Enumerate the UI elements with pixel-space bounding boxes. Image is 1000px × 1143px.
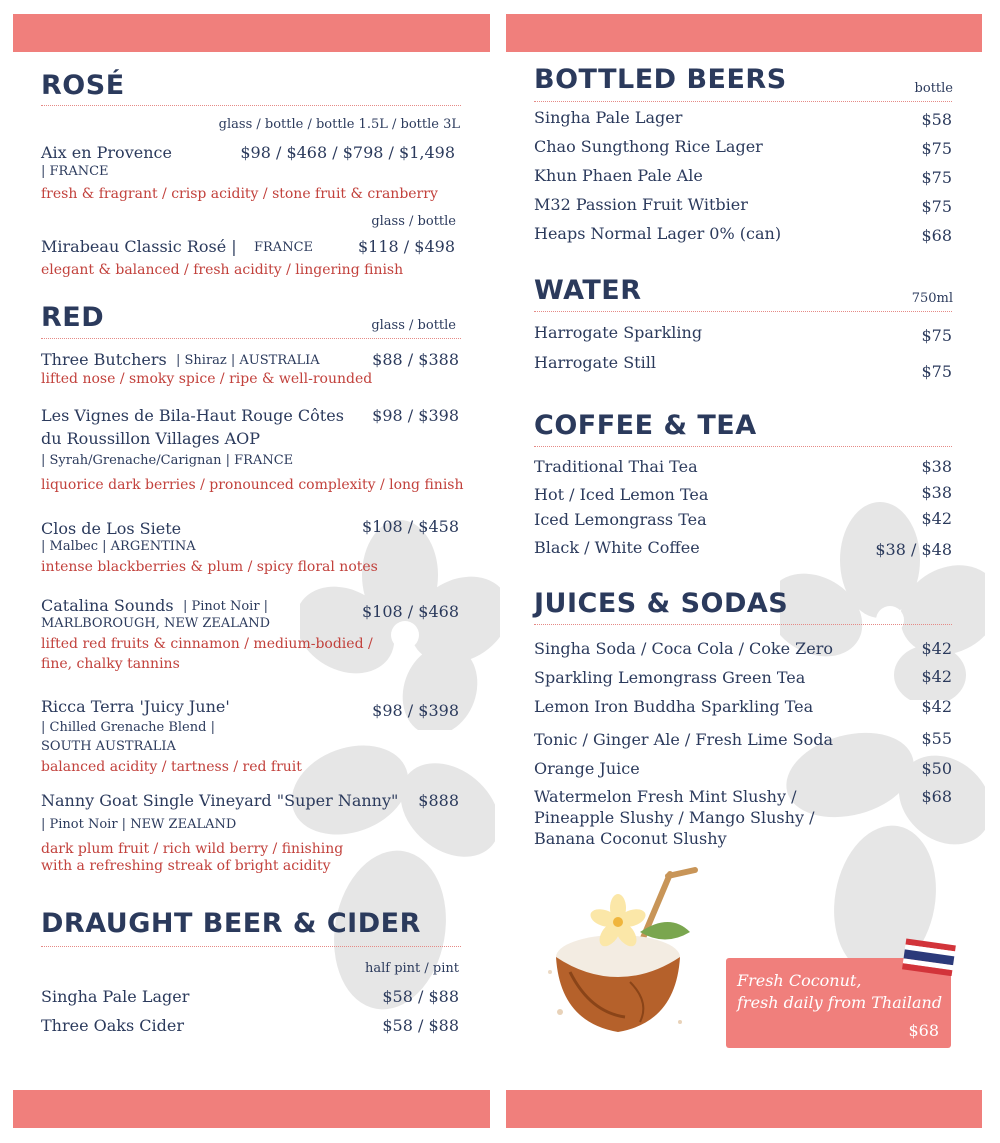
menu-item-price: $38 bbox=[921, 483, 952, 502]
menu-item-name: Heaps Normal Lager 0% (can) bbox=[534, 224, 782, 243]
menu-item-price: $68 bbox=[921, 226, 952, 245]
menu-item-name: Chao Sungthong Rice Lager bbox=[534, 137, 763, 156]
bottom-bar-left bbox=[13, 1090, 490, 1128]
price-unit-header: glass / bottle bbox=[371, 318, 456, 333]
tasting-notes: balanced acidity / tartness / red fruit bbox=[41, 759, 302, 775]
menu-item-name: Singha Soda / Coca Cola / Coke Zero bbox=[534, 639, 834, 658]
menu-item-name: Mirabeau Classic Rosé | bbox=[41, 237, 237, 256]
menu-item-name: Orange Juice bbox=[534, 759, 640, 778]
frangipani-flower-icon bbox=[280, 730, 495, 1020]
menu-item-price: $98 / $398 bbox=[372, 406, 459, 425]
menu-item-origin: FRANCE bbox=[254, 240, 314, 255]
menu-item-name: Lemon Iron Buddha Sparkling Tea bbox=[534, 697, 814, 716]
section-title-juices-sodas: JUICES & SODAS bbox=[534, 588, 789, 619]
menu-item-price: $108 / $458 bbox=[362, 517, 459, 536]
menu-item-price: $88 / $388 bbox=[372, 350, 459, 369]
menu-item-name: du Roussillon Villages AOP bbox=[41, 429, 261, 448]
menu-item-price: $98 / $398 bbox=[372, 701, 459, 720]
menu-item-price: $50 bbox=[921, 759, 952, 778]
tasting-notes: fresh & fragrant / crisp acidity / stone fruit & cranberry bbox=[41, 186, 438, 202]
menu-item-name: Hot / Iced Lemon Tea bbox=[534, 485, 709, 504]
section-title-water: WATER bbox=[534, 275, 642, 306]
menu-item-name: M32 Passion Fruit Witbier bbox=[534, 195, 748, 214]
menu-item-name: Catalina Sounds bbox=[41, 596, 174, 615]
menu-item-detail: | Malbec | ARGENTINA bbox=[41, 539, 196, 554]
menu-item-name: Khun Phaen Pale Ale bbox=[534, 166, 703, 185]
menu-item-price: $55 bbox=[921, 729, 952, 748]
menu-item-name: Three Butchers bbox=[41, 350, 167, 369]
menu-item-detail: | Syrah/Grenache/Carignan | FRANCE bbox=[41, 453, 294, 468]
menu-item-name: Tonic / Ginger Ale / Fresh Lime Soda bbox=[534, 730, 834, 749]
menu-item-detail: MARLBOROUGH, NEW ZEALAND bbox=[41, 616, 271, 631]
menu-item-price: $118 / $498 bbox=[358, 237, 455, 256]
menu-item-detail: | Shiraz | AUSTRALIA bbox=[176, 353, 320, 368]
menu-item-price: $38 / $48 bbox=[875, 540, 952, 559]
promo-price: $68 bbox=[908, 1021, 939, 1040]
section-divider bbox=[534, 311, 952, 312]
promo-line-1: Fresh Coconut, bbox=[737, 971, 862, 990]
top-bar-left bbox=[13, 14, 490, 52]
tasting-notes: lifted nose / smoky spice / ripe & well-rounded bbox=[41, 371, 373, 387]
menu-item-price: $108 / $468 bbox=[362, 602, 459, 621]
tasting-notes: elegant & balanced / fresh acidity / lingering finish bbox=[41, 262, 404, 278]
menu-item-price: $888 bbox=[418, 791, 459, 810]
menu-item-price: $58 bbox=[921, 110, 952, 129]
tasting-notes: intense blackberries & plum / spicy floral notes bbox=[41, 559, 378, 575]
menu-item-name: Three Oaks Cider bbox=[41, 1016, 185, 1035]
menu-item-name: Singha Pale Lager bbox=[534, 108, 683, 127]
menu-item-detail: | Pinot Noir | bbox=[183, 599, 269, 614]
menu-item-detail: | Chilled Grenache Blend | bbox=[41, 720, 215, 735]
section-title-coffee-tea: COFFEE & TEA bbox=[534, 410, 757, 441]
menu-item-name: Aix en Provence bbox=[41, 143, 172, 162]
tasting-notes: dark plum fruit / rich wild berry / finishing bbox=[41, 841, 344, 857]
menu-item-name: Iced Lemongrass Tea bbox=[534, 510, 707, 529]
menu-item-name: Pineapple Slushy / Mango Slushy / bbox=[534, 808, 815, 827]
top-bar-right bbox=[506, 14, 982, 52]
menu-item-detail: SOUTH AUSTRALIA bbox=[41, 739, 176, 754]
menu-item-name: Banana Coconut Slushy bbox=[534, 829, 727, 848]
menu-item-name: Clos de Los Siete bbox=[41, 519, 182, 538]
menu-item-price: $75 bbox=[921, 168, 952, 187]
menu-item-price: $42 bbox=[921, 509, 952, 528]
menu-item-price: $38 bbox=[921, 457, 952, 476]
menu-item-name: Ricca Terra 'Juicy June' bbox=[41, 697, 230, 716]
bottom-bar-right bbox=[506, 1090, 982, 1128]
tasting-notes: fine, chalky tannins bbox=[41, 656, 180, 672]
menu-item-name: Black / White Coffee bbox=[534, 538, 700, 557]
price-unit-header: 750ml bbox=[911, 291, 953, 306]
tasting-notes: lifted red fruits & cinnamon / medium-bodied / bbox=[41, 636, 373, 652]
section-title-bottled-beers: BOTTLED BEERS bbox=[534, 64, 787, 95]
menu-item-name: Harrogate Sparkling bbox=[534, 323, 703, 342]
menu-item-detail: | Pinot Noir | NEW ZEALAND bbox=[41, 817, 237, 832]
menu-item-name: Les Vignes de Bila-Haut Rouge Côtes bbox=[41, 406, 344, 425]
menu-item-name: Singha Pale Lager bbox=[41, 987, 190, 1006]
frangipani-flower-icon bbox=[780, 500, 985, 700]
menu-item-name: Harrogate Still bbox=[534, 353, 656, 372]
price-unit-header: half pint / pint bbox=[364, 961, 459, 976]
menu-item-name: Sparkling Lemongrass Green Tea bbox=[534, 668, 806, 687]
menu-item-name: Nanny Goat Single Vineyard "Super Nanny" bbox=[41, 791, 399, 810]
price-unit-header: glass / bottle / bottle 1.5L / bottle 3L bbox=[218, 117, 460, 132]
coconut-drink-icon bbox=[530, 862, 710, 1052]
menu-item-price: $75 bbox=[921, 197, 952, 216]
thailand-flag-icon bbox=[902, 938, 958, 976]
menu-item-price: $75 bbox=[921, 139, 952, 158]
menu-item-price: $42 bbox=[921, 697, 952, 716]
menu-item-name: Watermelon Fresh Mint Slushy / bbox=[534, 787, 797, 806]
frangipani-flower-icon bbox=[300, 520, 500, 730]
section-divider bbox=[534, 446, 952, 447]
menu-item-price: $75 bbox=[921, 362, 952, 381]
menu-item-origin: | FRANCE bbox=[41, 164, 109, 179]
menu-item-name: Traditional Thai Tea bbox=[534, 457, 698, 476]
menu-item-price: $98 / $468 / $798 / $1,498 bbox=[240, 143, 455, 162]
section-divider bbox=[41, 946, 461, 947]
section-divider bbox=[534, 101, 952, 102]
section-title-red: RED bbox=[41, 302, 105, 333]
promo-line-2: fresh daily from Thailand bbox=[737, 993, 943, 1012]
menu-item-price: $75 bbox=[921, 326, 952, 345]
tasting-notes: liquorice dark berries / pronounced complexity / long finish bbox=[41, 477, 464, 493]
menu-item-price: $58 / $88 bbox=[382, 987, 459, 1006]
section-title-draught: DRAUGHT BEER & CIDER bbox=[41, 908, 421, 939]
section-divider bbox=[41, 105, 461, 106]
menu-item-price: $58 / $88 bbox=[382, 1016, 459, 1035]
section-title-rose: ROSÉ bbox=[41, 70, 125, 101]
tasting-notes: with a refreshing streak of bright acidity bbox=[41, 858, 331, 874]
section-divider bbox=[534, 624, 952, 625]
price-unit-header: glass / bottle bbox=[371, 214, 456, 229]
menu-item-price: $42 bbox=[921, 667, 952, 686]
price-unit-header: bottle bbox=[914, 81, 953, 96]
menu-item-price: $68 bbox=[921, 787, 952, 806]
menu-item-price: $42 bbox=[921, 639, 952, 658]
section-divider bbox=[41, 338, 461, 339]
